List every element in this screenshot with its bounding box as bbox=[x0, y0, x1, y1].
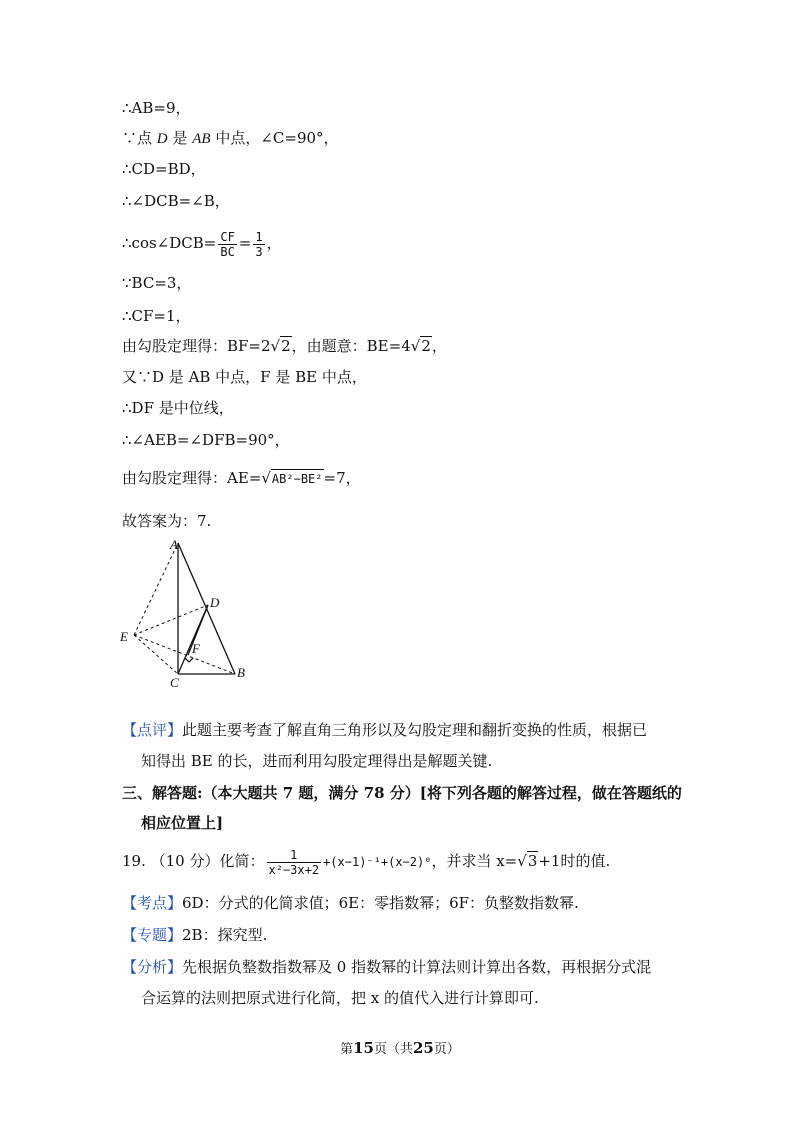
line-answer: 故答案为：7. bbox=[122, 512, 212, 530]
fenxi-text: 先根据负整数指数幂及 0 指数幂的计算法则计算出各数，再根据分式混 bbox=[182, 958, 652, 976]
comment-line-1 bbox=[122, 719, 647, 741]
denominator: 3 bbox=[255, 244, 263, 259]
geometry-figure bbox=[110, 535, 260, 690]
line-midline: ∴DF 是中位线， bbox=[122, 399, 234, 417]
text: 由勾股定理得：BF=2 bbox=[122, 337, 271, 355]
question-score: （10 分）化简： bbox=[150, 852, 265, 870]
label-d: D bbox=[210, 595, 220, 610]
line-right-angle: ∴∠AEB=∠DFB=90°， bbox=[122, 431, 290, 449]
text: ，并求当 x= bbox=[431, 852, 518, 870]
zhuanti-line bbox=[122, 924, 267, 946]
page-number: 15 bbox=[353, 1039, 374, 1057]
label-a: A bbox=[170, 537, 178, 552]
numerator: CF bbox=[220, 229, 235, 244]
zhuanti-text: 2B：探究型. bbox=[182, 926, 268, 944]
kaodian-tag: 【考点】 bbox=[122, 894, 183, 912]
label-f: F bbox=[192, 641, 200, 656]
text: 是 bbox=[172, 129, 188, 147]
text: AB bbox=[192, 131, 211, 147]
text: +1时的值. bbox=[538, 852, 611, 870]
zhuanti-tag: 【专题】 bbox=[122, 926, 183, 944]
radicand: 2 bbox=[421, 337, 431, 355]
radicand: 3 bbox=[527, 852, 538, 870]
denominator: x²−3x+2 bbox=[268, 862, 320, 877]
label-c: C bbox=[170, 675, 179, 690]
section-heading-cont: 相应位置上] bbox=[141, 814, 224, 832]
radicand: AB²−BE² bbox=[271, 469, 324, 488]
sqrt-sign: √ bbox=[517, 852, 527, 870]
label-b: B bbox=[237, 665, 245, 680]
section-heading: 三、解答题:（本大题共 7 题，满分 78 分）[将下列各题的解答过程，做在答题纸的 bbox=[122, 784, 682, 802]
fraction bbox=[253, 230, 264, 259]
kaodian-line bbox=[122, 892, 579, 914]
fenxi-line-1 bbox=[122, 956, 651, 978]
text: ， bbox=[266, 234, 282, 252]
text: 中点，∠C=90°， bbox=[215, 129, 339, 147]
line-cf: ∴CF=1， bbox=[122, 307, 191, 325]
fenxi-tag: 【分析】 bbox=[122, 958, 183, 976]
text: D bbox=[156, 131, 168, 147]
question-number: 19. bbox=[122, 852, 146, 870]
footer-text: 第 bbox=[340, 1042, 354, 1057]
comment-line-2: 知得出 BE 的长，进而利用勾股定理得出是解题关键. bbox=[141, 752, 493, 770]
numerator: 1 bbox=[255, 229, 263, 244]
sqrt-sign: √ bbox=[410, 337, 421, 355]
label-e: E bbox=[120, 629, 128, 644]
line-midpoint bbox=[122, 127, 339, 150]
comment-text: 此题主要考查了解直角三角形以及勾股定理和翻折变换的性质，根据已 bbox=[182, 721, 648, 739]
line-cos bbox=[122, 226, 282, 260]
question-19 bbox=[122, 844, 610, 879]
denominator: BC bbox=[220, 244, 235, 259]
fenxi-line-2: 合运算的法则把原式进行化简，把 x 的值代入进行计算即可. bbox=[141, 989, 539, 1007]
radicand: 2 bbox=[281, 337, 291, 355]
text: =7， bbox=[323, 469, 361, 487]
text: = bbox=[238, 234, 252, 252]
text: ∴cos∠DCB= bbox=[122, 234, 217, 252]
page-footer bbox=[0, 1038, 800, 1057]
footer-text: 页） bbox=[433, 1042, 460, 1057]
kaodian-text: 6D：分式的化简求值；6E：零指数幂；6F：负整数指数幂. bbox=[182, 894, 579, 912]
text: 由勾股定理得：AE= bbox=[122, 469, 262, 487]
line-midpoints: 又∵D 是 AB 中点，F 是 BE 中点， bbox=[122, 368, 367, 386]
comment-tag: 【点评】 bbox=[122, 721, 183, 739]
fraction bbox=[218, 230, 236, 259]
numerator: 1 bbox=[267, 848, 322, 863]
line-cd-bd: ∴CD=BD， bbox=[122, 160, 206, 178]
line-ab: ∴AB=9， bbox=[122, 99, 191, 117]
line-ae bbox=[122, 467, 361, 489]
text: ，由题意：BE=4 bbox=[291, 337, 411, 355]
page-total: 25 bbox=[413, 1039, 434, 1057]
footer-text: 页（共 bbox=[373, 1042, 413, 1057]
expression: +(x−1)⁻¹+(x−2)⁰ bbox=[323, 855, 432, 869]
line-bc: ∵BC=3， bbox=[122, 274, 192, 292]
sqrt-sign: √ bbox=[270, 337, 281, 355]
sqrt-sign: √ bbox=[261, 469, 271, 487]
text: ， bbox=[431, 337, 447, 355]
text: ∵点 bbox=[122, 129, 153, 147]
line-pythagoras bbox=[122, 335, 447, 357]
line-angle: ∴∠DCB=∠B， bbox=[122, 192, 230, 210]
fraction bbox=[267, 848, 322, 877]
